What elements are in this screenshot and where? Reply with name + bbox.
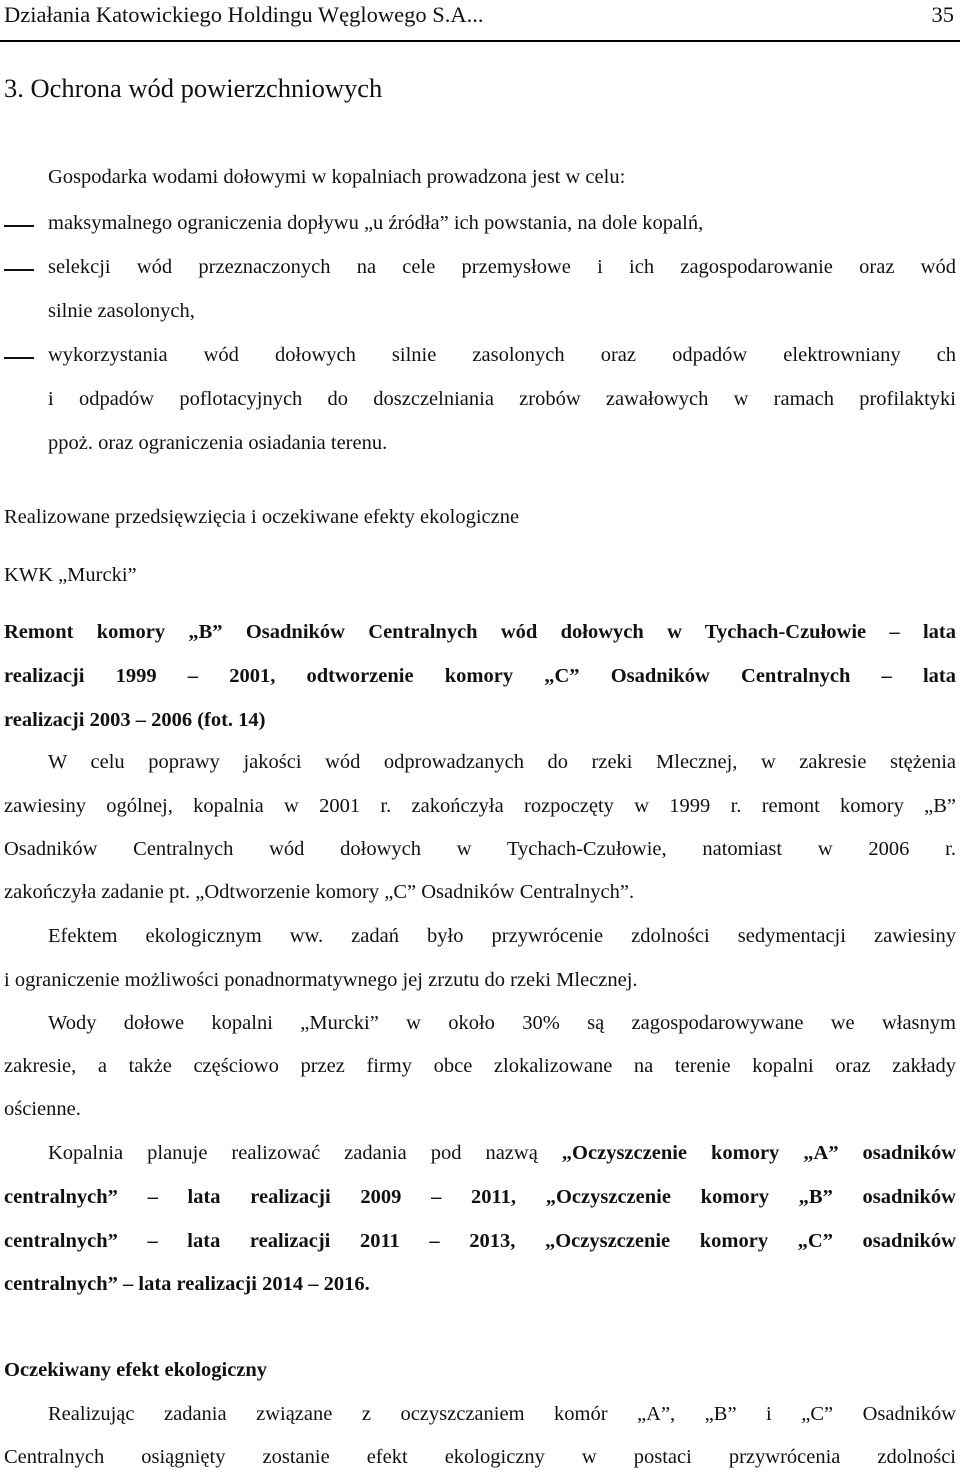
paragraph-line: i ograniczenie możliwości ponadnormatywnego jej zrzutu do rzeki Mlecznej. bbox=[4, 969, 638, 991]
project-title-line: Remont komory „B” Osadników Centralnych wód dołowych w Tychach-Czułowie – lata bbox=[4, 621, 956, 643]
paragraph-line bbox=[48, 1142, 956, 1165]
bullet-dash bbox=[4, 357, 34, 359]
bullet-line: i odpadów poflotacyjnych do doszczelniania zrobów zawałowych w ramach profilaktyki bbox=[48, 388, 956, 410]
paragraph-line: Wody dołowe kopalni „Murcki” w około 30% są zagospodarowywane we własnym bbox=[48, 1012, 956, 1034]
plan-lead-text: Kopalnia planuje realizować zadania pod nazwą bbox=[48, 1142, 562, 1164]
plan-line: centralnych” – lata realizacji 2011 – 2013, „Oczyszczenie komory „C” osadników bbox=[4, 1230, 956, 1252]
mine-name: KWK „Murcki” bbox=[4, 564, 137, 586]
paragraph-line: zakresie, a także częściowo przez firmy obce zlokalizowane na terenie kopalni oraz zakłady bbox=[4, 1055, 956, 1077]
paragraph-line: zawiesiny ogólnej, kopalnia w 2001 r. zakończyła rozpoczęty w 1999 r. remont komory „B” bbox=[4, 795, 956, 817]
paragraph-line: W celu poprawy jakości wód odprowadzanych do rzeki Mlecznej, w zakresie stężenia bbox=[48, 751, 956, 773]
paragraph-line: Centralnych osiągnięty zostanie efekt ekologiczny w postaci przywrócenia zdolności bbox=[4, 1446, 956, 1468]
paragraph-line: Realizując zadania związane z oczyszczaniem komór „A”, „B” i „C” Osadników bbox=[48, 1403, 956, 1425]
paragraph-line: Osadników Centralnych wód dołowych w Tychach-Czułowie, natomiast w 2006 r. bbox=[4, 838, 956, 860]
bullet-line: selekcji wód przeznaczonych na cele przemysłowe i ich zagospodarowanie oraz wód bbox=[48, 256, 956, 278]
plan-lead-bold: „Oczyszczenie komory „A” osadników bbox=[561, 1142, 956, 1164]
bullet-line: wykorzystania wód dołowych silnie zasolonych oraz odpadów elektrowniany ch bbox=[48, 344, 956, 366]
bullet-dash bbox=[4, 225, 34, 227]
running-header-title: Działania Katowickiego Holdingu Węglowego S.A... bbox=[4, 2, 484, 27]
page-number: 35 bbox=[931, 2, 954, 27]
paragraph-line: ościenne. bbox=[4, 1098, 81, 1120]
bullet-line: maksymalnego ograniczenia dopływu „u źródła” ich powstania, na dole kopalń, bbox=[48, 212, 704, 234]
section-title: 3. Ochrona wód powierzchniowych bbox=[4, 73, 383, 103]
project-title-line: realizacji 2003 – 2006 (fot. 14) bbox=[4, 709, 266, 731]
plan-line: centralnych” – lata realizacji 2014 – 2016. bbox=[4, 1273, 370, 1295]
project-title-line: realizacji 1999 – 2001, odtworzenie komory „C” Osadników Centralnych – lata bbox=[4, 665, 956, 687]
subheading-projects: Realizowane przedsięwzięcia i oczekiwane efekty ekologiczne bbox=[4, 506, 520, 528]
bullet-line: silnie zasolonych, bbox=[48, 300, 195, 322]
subheading-effect: Oczekiwany efekt ekologiczny bbox=[4, 1359, 268, 1381]
header-rule bbox=[0, 40, 960, 42]
paragraph-line: zakończyła zadanie pt. „Odtworzenie komory „C” Osadników Centralnych”. bbox=[4, 881, 635, 903]
paragraph-line: Efektem ekologicznym ww. zadań było przywrócenie zdolności sedymentacji zawiesiny bbox=[48, 925, 956, 947]
bullet-line: ppoż. oraz ograniczenia osiadania terenu. bbox=[48, 432, 388, 454]
plan-line: centralnych” – lata realizacji 2009 – 2011, „Oczyszczenie komory „B” osadników bbox=[4, 1186, 956, 1208]
bullet-dash bbox=[4, 269, 34, 271]
intro-text: Gospodarka wodami dołowymi w kopalniach prowadzona jest w celu: bbox=[48, 166, 626, 188]
